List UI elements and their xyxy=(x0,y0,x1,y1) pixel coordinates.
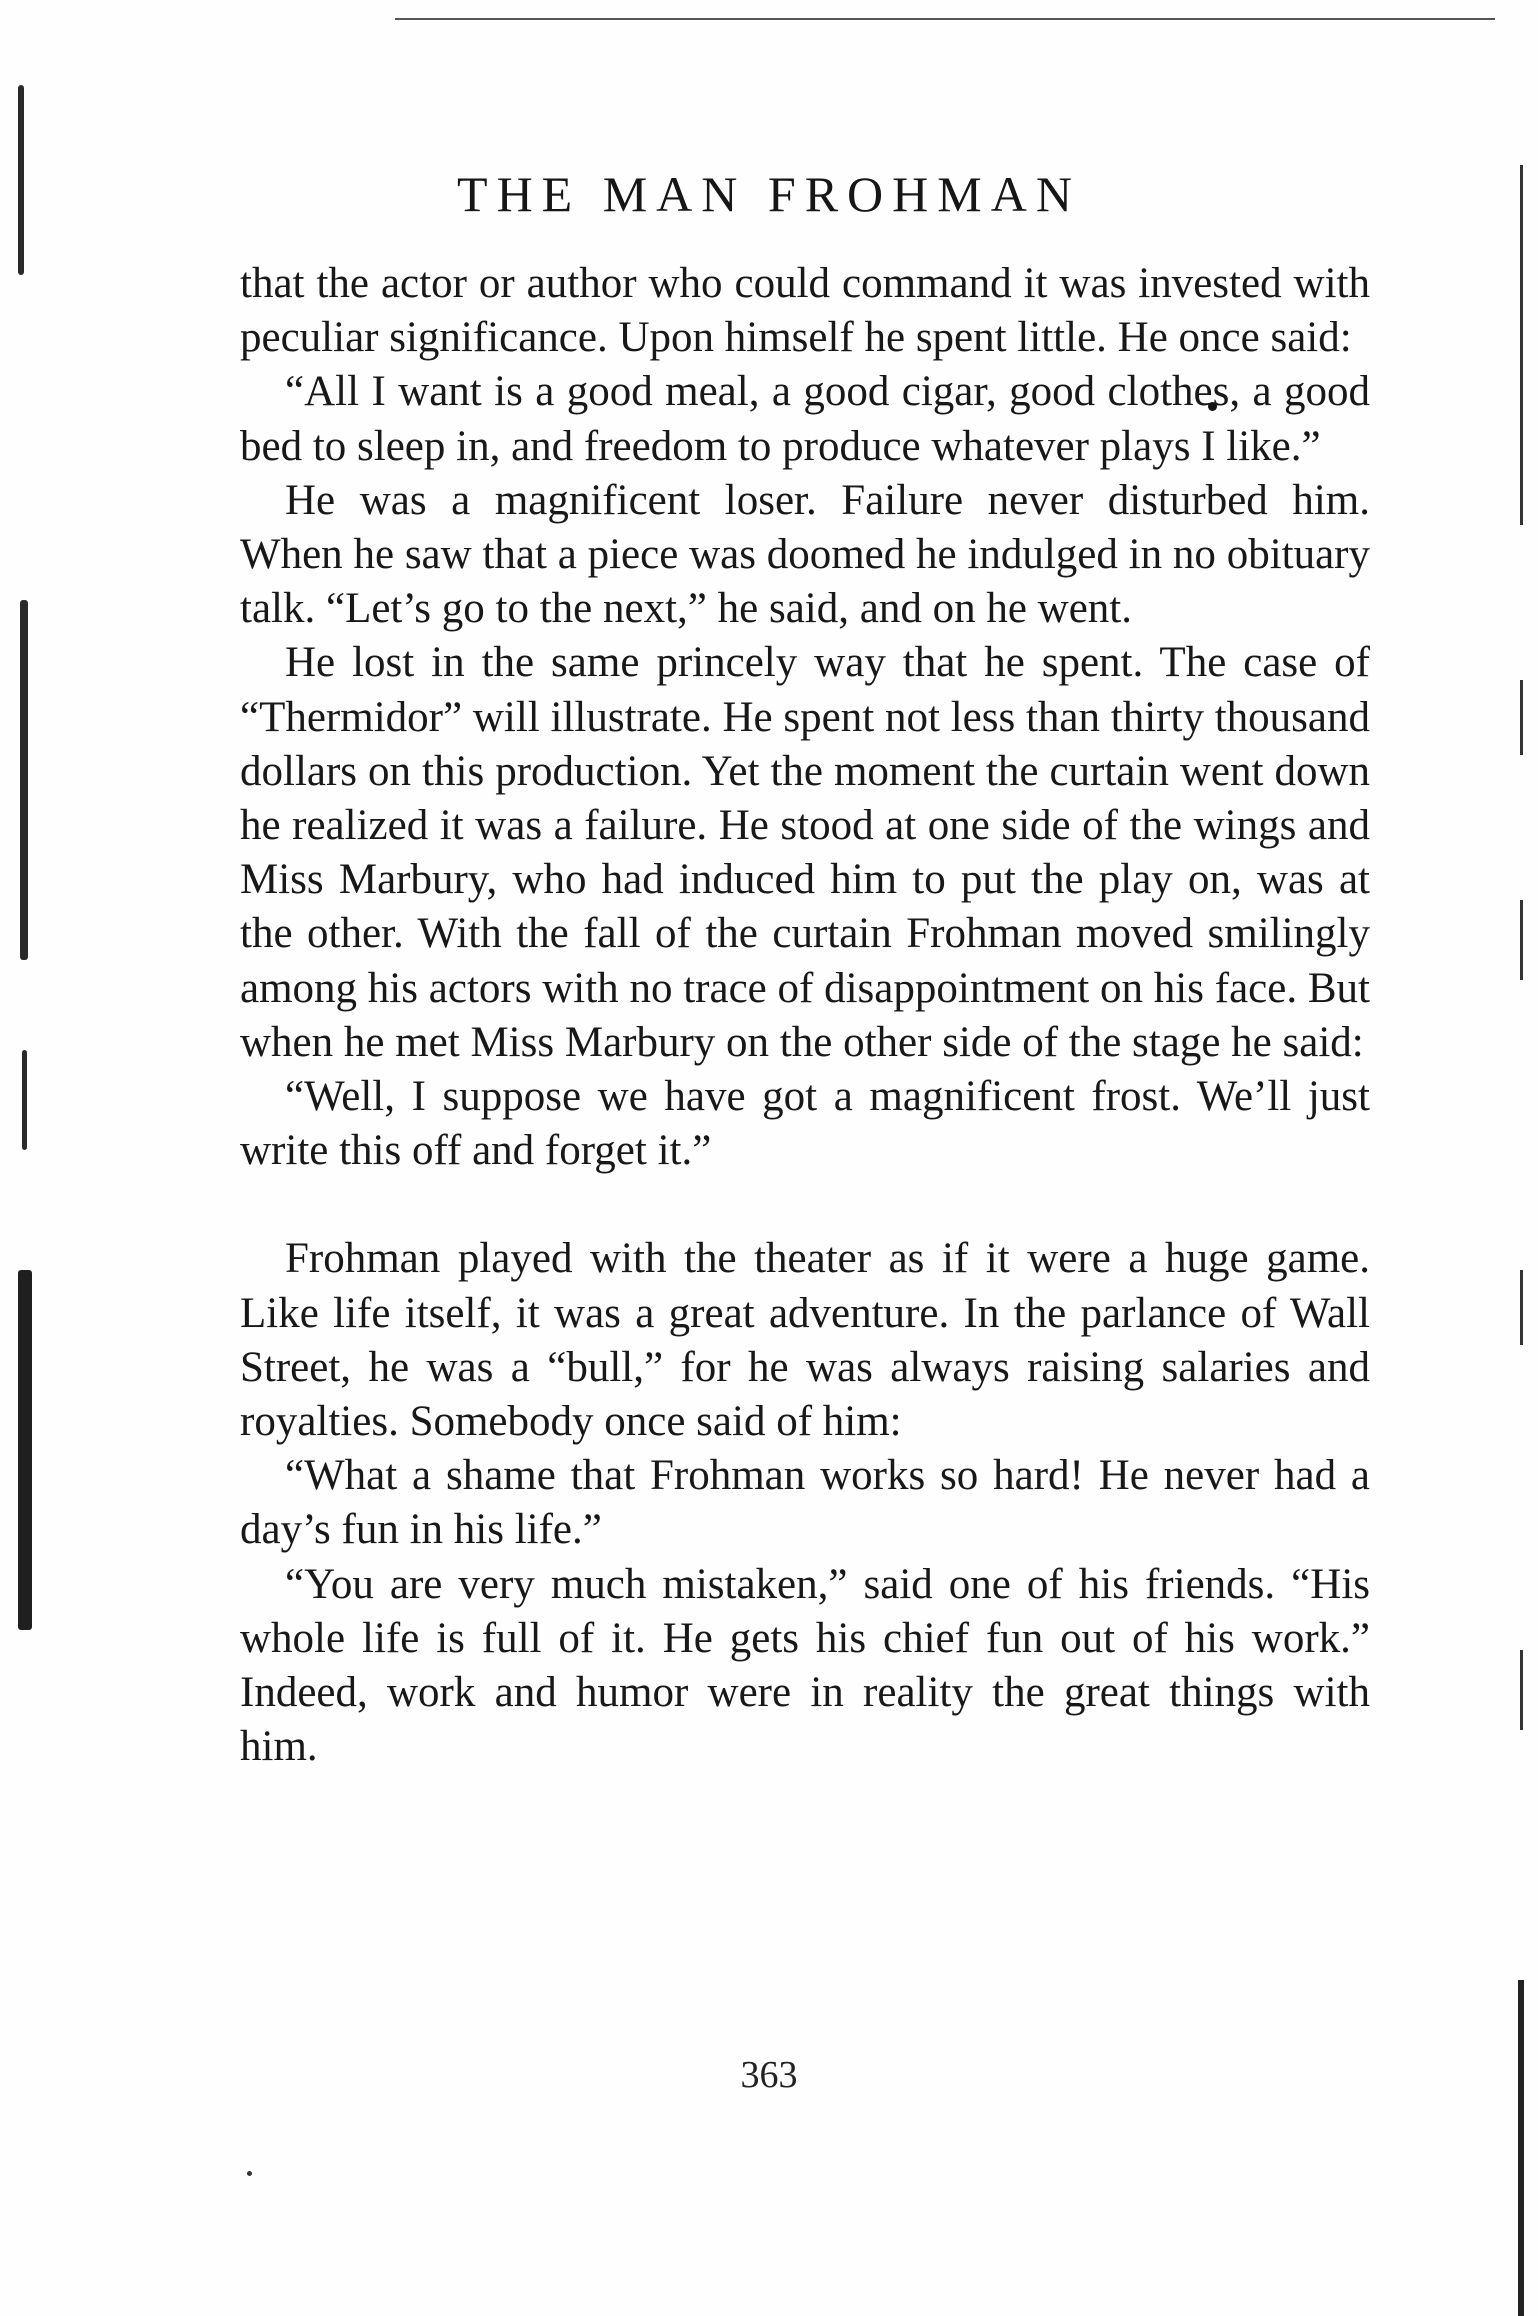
page-number: 363 xyxy=(740,2054,798,2096)
paragraph: “You are very much mistaken,” said one of his friends. “His whole life is full of it. He gets his chief fun out of his work.” Indeed, work and humor were in reality the great things with him. xyxy=(240,1560,1370,1771)
running-head: THE MAN FROHMAN xyxy=(457,166,1081,222)
section-break xyxy=(240,1178,1370,1232)
edge-line xyxy=(1520,900,1523,980)
edge-line xyxy=(1520,1650,1523,1730)
edge-line xyxy=(1518,1980,1524,2316)
binding-shadow xyxy=(18,1270,32,1630)
paragraph: “All I want is a good meal, a good cigar, good clothes, a good bed to sleep in, and freedom to produce whatever plays I like.” xyxy=(240,368,1370,470)
edge-line xyxy=(1520,680,1523,755)
edge-line xyxy=(1520,1270,1523,1345)
body-text xyxy=(240,257,1370,1774)
ink-dot xyxy=(247,2171,252,2176)
paragraph: He lost in the same princely way that he spent. The case of “Thermidor” will illustrate. He spent not less than thirty thousand dollars on this production. Yet the moment the curtain went down he realized it was a failure. He stood at one side of the wings and Miss Marbury, who had induced him to put the play on, was at the other. With the fall of the curtain Frohman moved smilingly among his actors with no trace of disappointment on his face. But when he met Miss Marbury on the other side of the stage he said: xyxy=(240,639,1370,1066)
binding-shadow xyxy=(22,1050,27,1150)
binding-shadow xyxy=(20,600,28,960)
paragraph: Frohman played with the theater as if it were a huge game. Like life itself, it was a great adventure. In the parlance of Wall Street, he was a “bull,” for he was always raising salaries and royalties. Somebody once said of him: xyxy=(240,1235,1370,1446)
top-rule xyxy=(395,18,1495,20)
paragraph: “What a shame that Frohman works so hard! He never had a day’s fun in his life.” xyxy=(240,1452,1370,1554)
paragraph: He was a magnificent loser. Failure never disturbed him. When he saw that a piece was doomed he indulged in no obituary talk. “Let’s go to the next,” he said, and on he went. xyxy=(240,476,1370,633)
paragraph: that the actor or author who could command it was invested with peculiar significance. Upon himself he spent little. He once said: xyxy=(240,260,1370,362)
paragraph: “Well, I suppose we have got a magnificent frost. We’ll just write this off and forget it.” xyxy=(240,1073,1370,1175)
